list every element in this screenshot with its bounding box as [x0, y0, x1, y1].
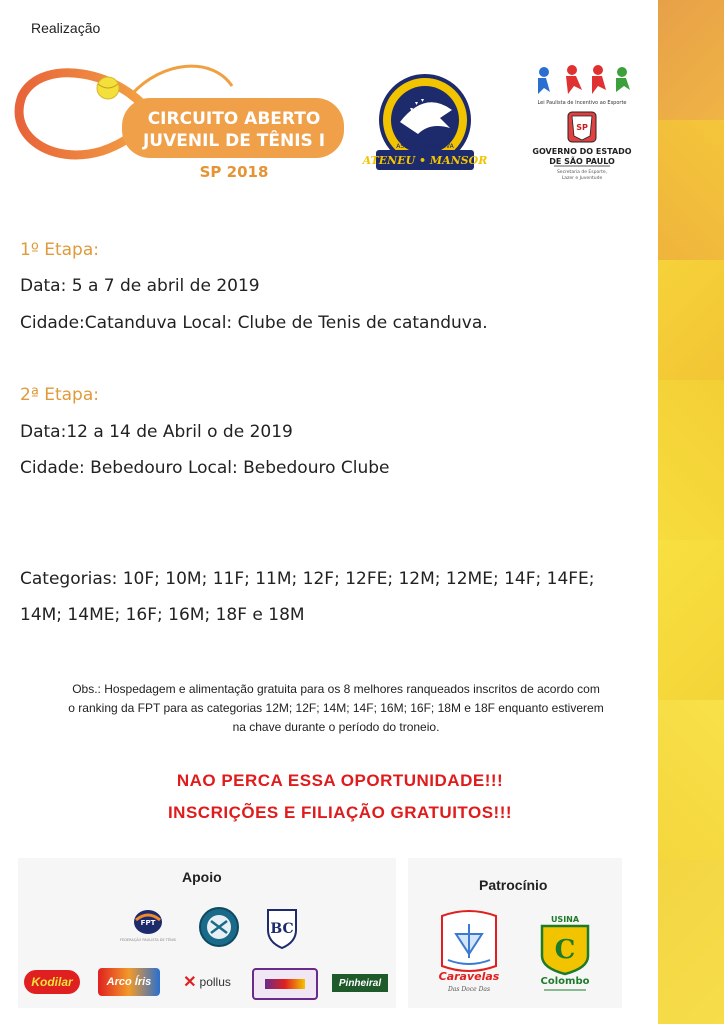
boutique-logo: [252, 968, 318, 1000]
patrocinio-section: [408, 858, 622, 1008]
categorias-line2: 14M; 14ME; 16F; 16M; 18F e 18M: [20, 605, 305, 625]
arco-iris-text: Arco Íris: [106, 976, 152, 988]
sidebar-facet: [658, 540, 724, 700]
etapa1-title: 1º Etapa:: [20, 240, 99, 260]
sidebar-facet: [658, 120, 724, 260]
caravelas-sub: Das Doce Das: [447, 986, 491, 993]
circuito-logo: [12, 56, 352, 184]
circuito-line2: JUVENIL DE TÊNIS I: [142, 131, 326, 151]
etapa2-data: Data:12 a 14 de Abril o de 2019: [20, 422, 293, 442]
etapa1-data: Data: 5 a 7 de abril de 2019: [20, 276, 260, 296]
etapa2-title: 2ª Etapa:: [20, 385, 99, 405]
governo-sub1: Secretaria de Esporte,: [556, 170, 608, 175]
etapa1-cidade: Cidade:Catanduva Local: Clube de Tenis de catanduva.: [20, 313, 488, 333]
categorias-line1: Categorias: 10F; 10M; 11F; 11M; 12F; 12FE; 12M; 12ME; 14F; 14FE;: [20, 569, 595, 589]
sidebar-facet: [658, 260, 724, 380]
decorative-sidebar: [658, 0, 724, 1024]
fpt-emblem: [118, 908, 178, 944]
pinheiral-text: Pinheiral: [338, 977, 382, 989]
ateneu-mansor-logo: [362, 70, 488, 180]
governo-sub2: Lazer e Juventude: [561, 176, 603, 181]
pollus-text: pollus: [199, 975, 231, 989]
obs-note: [30, 680, 642, 737]
pollus-logo: ✕ pollus: [183, 974, 231, 991]
apoio-title: Apoio: [182, 869, 222, 885]
svg-text:FPT: FPT: [140, 919, 156, 927]
promo-line2: INSCRIÇÕES E FILIAÇÃO GRATUITOS!!!: [167, 803, 513, 822]
circuito-line1: CIRCUITO ABERTO: [147, 109, 321, 129]
usina-colombo-logo: [532, 910, 598, 996]
ateneu-top-text: ASSOC. ESPORTIVA: [396, 143, 454, 150]
circuito-logo-graphic: [12, 56, 352, 184]
arco-iris-logo: [98, 968, 160, 996]
sidebar-facet: [658, 380, 724, 540]
realizacao-label: Realização: [31, 20, 101, 36]
patrocinio-title: Patrocínio: [479, 877, 548, 893]
ateneu-bottom-text: ATENEU • MANSOR: [362, 154, 488, 167]
fpt-caption: FEDERAÇÃO PAULISTA DE TÊNIS: [119, 938, 177, 942]
etapa2-cidade: Cidade: Bebedouro Local: Bebedouro Clube: [20, 458, 390, 478]
kodilar-logo: [24, 970, 80, 994]
sidebar-facet: [658, 0, 724, 120]
circuito-line3: SP 2018: [199, 163, 269, 181]
colombo-text: Colombo: [540, 976, 590, 987]
svg-text:C: C: [554, 935, 576, 965]
obs-line3: na chave durante o período do troneio.: [232, 720, 440, 734]
catanduva-emblem: [198, 906, 240, 948]
promo-line1: NAO PERCA ESSA OPORTUNIDADE!!!: [176, 771, 504, 790]
pinheiral-logo: [332, 974, 388, 992]
kodilar-text: Kodilar: [31, 975, 73, 989]
sidebar-facet: [658, 860, 724, 1024]
governo-sp-logo: [522, 56, 642, 186]
obs-line2: o ranking da FPT para as categorias 12M; 12F; 14M; 14F; 16M; 16F; 18M e 18F enquanto estiverem: [68, 701, 604, 715]
governo-emblem: [522, 56, 642, 186]
governo-lei: Lei Paulista de Incentivo ao Esporte: [537, 100, 627, 106]
bebedouro-clube-logo: [262, 904, 302, 950]
caravelas-logo: [434, 910, 504, 996]
apoio-section: [18, 858, 396, 1008]
bc-text: BC: [270, 921, 294, 937]
governo-line1: GOVERNO DO ESTADO: [532, 147, 632, 156]
caravelas-text: Caravelas: [438, 970, 500, 983]
ateneu-emblem: [362, 70, 488, 180]
svg-text:SP: SP: [576, 123, 588, 132]
caravelas-emblem: [434, 910, 504, 996]
governo-line2: DE SÃO PAULO: [549, 157, 615, 166]
obs-line1: Obs.: Hospedagem e alimentação gratuita para os 8 melhores ranqueados inscritos de acordo com: [72, 682, 600, 696]
colombo-emblem: [532, 910, 598, 996]
bc-shield: [262, 904, 302, 950]
fpt-logo: [118, 908, 178, 944]
catanduva-club-logo: [198, 906, 240, 948]
usina-text: USINA: [550, 915, 580, 924]
